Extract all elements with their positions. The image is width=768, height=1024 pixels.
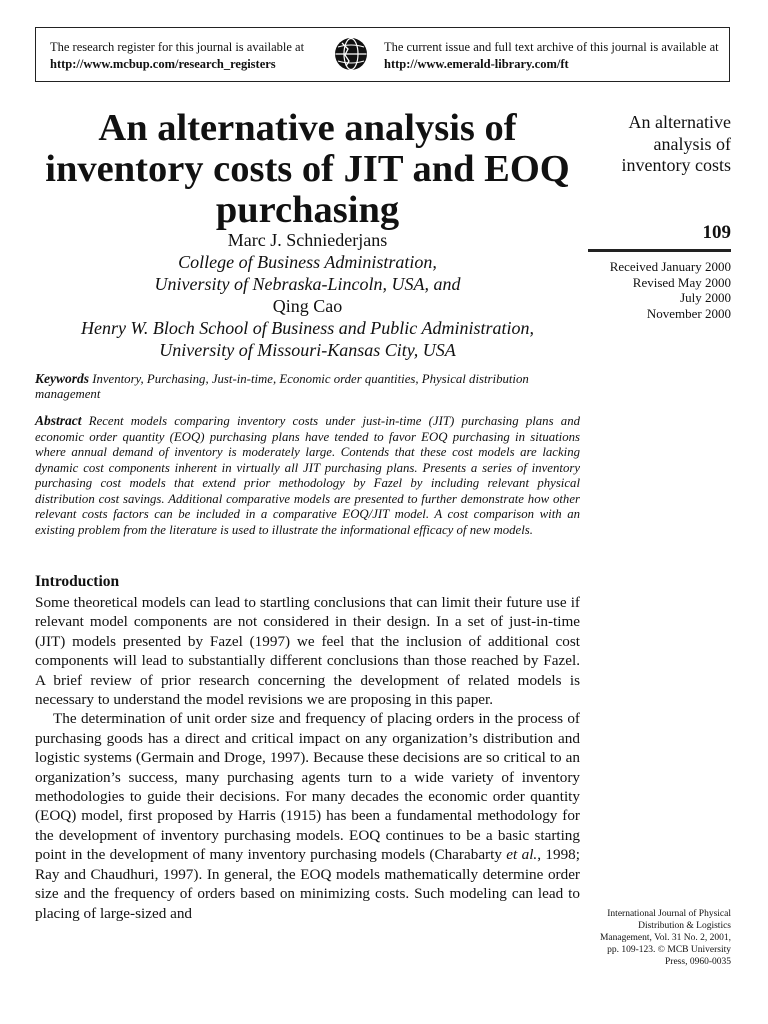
journal-banner <box>35 27 730 82</box>
research-register-link[interactable]: http://www.mcbup.com/research_registers <box>50 57 276 71</box>
paragraph-2-part-2: , 1998; Ray and Chaudhuri, 1997). In general, the EOQ models mathematically determine order size and the frequency of orders based on minimizing costs. Such modeling can lead to placing of large-sized and <box>35 846 580 922</box>
author-1: Marc J. Schniederjans <box>227 230 388 250</box>
page-number: 109 <box>702 222 731 243</box>
sidebar-divider <box>588 249 731 252</box>
abstract-text: Recent models comparing inventory costs under just-in-time (JIT) purchasing plans and economic order quantity (EOQ) purchasing plans have tended to favor EOQ purchasing in situations where annual demand of inventory is moderately large. Contends that these cost models are lacking dynamic cost components inherent in virtually all JIT purchasing plans. Presents a series of inventory purchasing cost models that extend prior methodology by Fazel by including relevant physical distribution cost savings. Additional comparative models are presented to further demonstrate how other relevant costs factors can be included in a comparative EOQ/JIT model. A cost comparison with an existing problem from the literature is used to illustrate the informational efficacy of new models. <box>35 414 580 537</box>
abstract-section <box>35 413 580 538</box>
affiliation-2-line-2: University of Missouri-Kansas City, USA <box>159 340 456 360</box>
received-dates <box>588 259 731 321</box>
introduction-paragraph-2 <box>35 709 580 922</box>
keywords-label: Keywords <box>35 371 89 386</box>
affiliation-1-line-2: University of Nebraska-Lincoln, USA, and <box>154 274 461 294</box>
paragraph-2-part-1: The determination of unit order size and frequency of placing orders in the process of purchasing goods has a direct and critical impact on any organization’s distribution and logistic systems (Germain and Droge, 1997). Because these decisions are so critical to an organization’s success, many purchasing agents turn to a wide variety of inventory methodologies to guide their decisions. For many decades the economic order quantity (EOQ) model, first proposed by Harris (1915) has been a fundamental methodology for the development of inventory purchasing models. EOQ continues to be a basic starting point in the development of many inventory purchasing models (Charabarty <box>35 710 580 864</box>
introduction-body <box>35 593 580 923</box>
abstract-label: Abstract <box>35 413 82 428</box>
author-block <box>35 229 580 361</box>
globe-icon <box>334 37 368 71</box>
banner-left-text: The research register for this journal is available at <box>50 40 305 54</box>
affiliation-1-line-1: College of Business Administration, <box>178 252 437 272</box>
revised-date-2: July 2000 <box>680 290 731 305</box>
full-text-archive-link[interactable]: http://www.emerald-library.com/ft <box>384 57 569 71</box>
revised-date: Revised May 2000 <box>632 274 731 290</box>
author-2: Qing Cao <box>272 296 343 316</box>
et-al: et al. <box>506 846 538 864</box>
running-title: An alternative analysis of inventory costs <box>621 112 731 175</box>
banner-right-text: The current issue and full text archive of this journal is available at <box>384 40 719 54</box>
received-date: Received January 2000 <box>609 259 731 274</box>
article-title: An alternative analysis of inventory costs of JIT and EOQ purchasing <box>45 107 570 231</box>
revised-date-3: November 2000 <box>646 305 731 321</box>
introduction-paragraph-1: Some theoretical models can lead to startling conclusions that can limit their future use if relevant model components are not considered in their design. In a set of just-in-time (JIT) models presented by Fazel (1997) we feel that the inclusion of additional cost components will lead to substantially different conclusions than those reached by Fazel. A brief review of prior research concerning the development of related models is necessary to understand the model revisions we are proposing in this paper. <box>35 594 580 709</box>
affiliation-2-line-1: Henry W. Bloch School of Business and Public Administration, <box>81 318 534 338</box>
banner-right <box>384 39 719 73</box>
banner-left <box>50 39 304 73</box>
keywords-text: Inventory, Purchasing, Just-in-time, Economic order quantities, Physical distribution management <box>35 372 529 401</box>
journal-citation: International Journal of Physical Distribution & Logistics Management, Vol. 31 No. 2, 2001, pp. 109-123. © MCB University Press, 0960-0035 <box>599 909 731 967</box>
introduction-heading: Introduction <box>35 573 120 590</box>
keywords-section <box>35 371 580 402</box>
